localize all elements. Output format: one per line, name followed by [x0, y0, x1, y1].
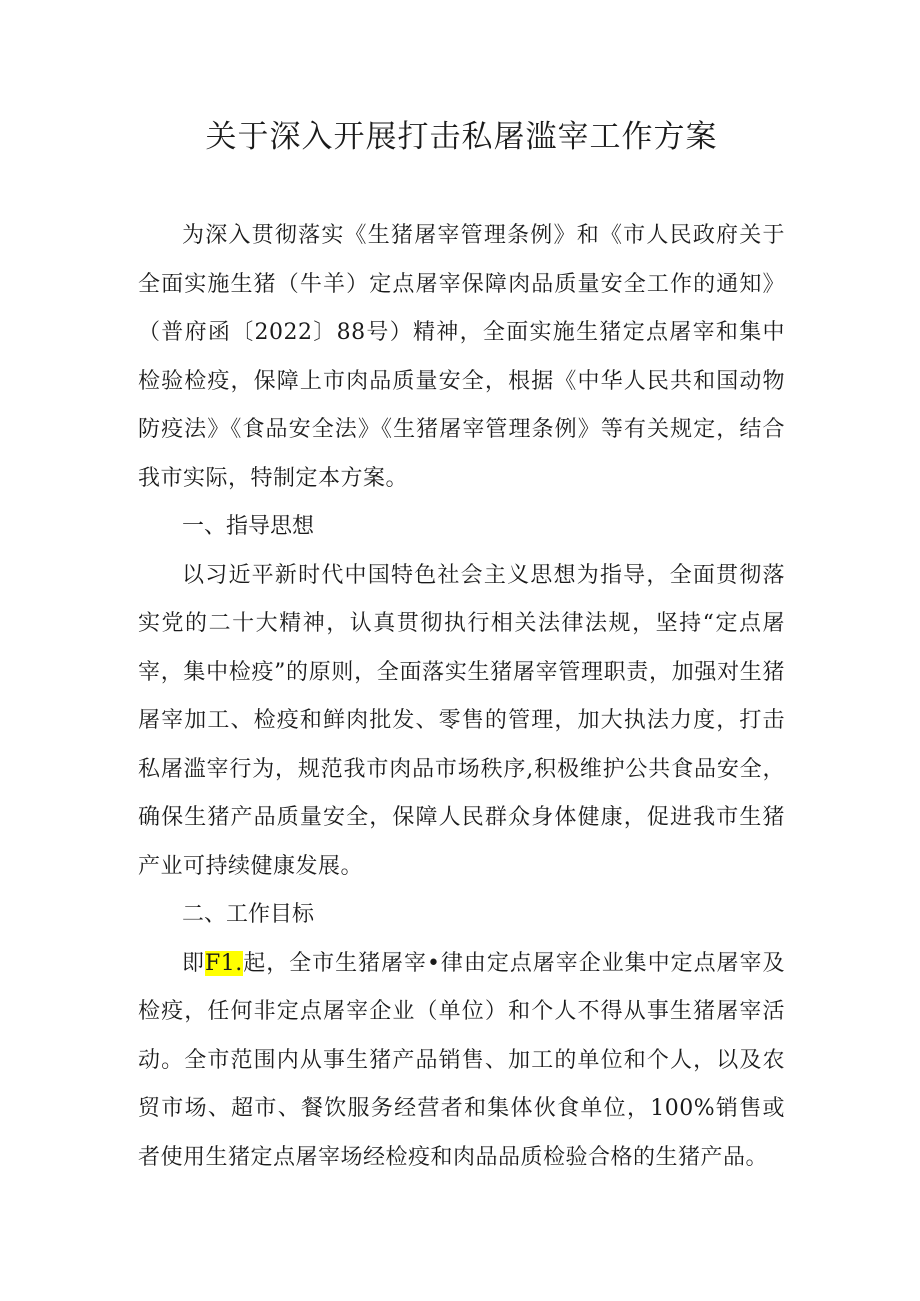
work-goals-prefix: 即	[182, 950, 205, 976]
intro-paragraph: 为深入贯彻落实《生猪屠宰管理条例》和《市人民政府关于全面实施生猪（牛羊）定点屠宰保障肉品质量安全工作的通知》（普府函〔2022〕88号）精神，全面实施生猪定点屠宰和集中检验检疫，保障上市肉品质量安全，根据《中华人民共和国动物防疫法》《食品安全法》《生猪屠宰管理条例》等有关规定，结合我市实际，特制定本方案。	[138, 223, 785, 491]
section-body-work-goals	[138, 940, 785, 1183]
highlighted-text: F1.	[204, 950, 243, 976]
document-title: 关于深入开展打击私屠滥宰工作方案	[205, 119, 718, 155]
section-heading-guiding-ideology: 一、指导思想	[182, 514, 315, 539]
section-body-guiding-ideology: 以习近平新时代中国特色社会主义思想为指导，全面贯彻落实党的二十大精神，认真贯彻执行相关法律法规，坚持“定点屠宰，集中检疫”的原则，全面落实生猪屠宰管理职责，加强对生猪屠宰加工、检疫和鲜肉批发、零售的管理，加大执法力度，打击私屠滥宰行为，规范我市肉品市场秩序,积极维护公共食品安全，确保生猪产品质量安全，保障人民群众身体健康，促进我市生猪产业可持续健康发展。	[138, 562, 785, 879]
work-goals-text: 起，全市生猪屠宰•律由定点屠宰企业集中定点屠宰及检疫，任何非定点屠宰企业（单位）和个人不得从事生猪屠宰活动。全市范围内从事生猪产品销售、加工的单位和个人，以及农贸市场、超市、餐饮服务经营者和集体伙食单位，100%销售或者使用生猪定点屠宰场经检疫和肉品品质检验合格的生猪产品。	[138, 950, 785, 1170]
section-heading-work-goals: 二、工作目标	[182, 902, 315, 927]
